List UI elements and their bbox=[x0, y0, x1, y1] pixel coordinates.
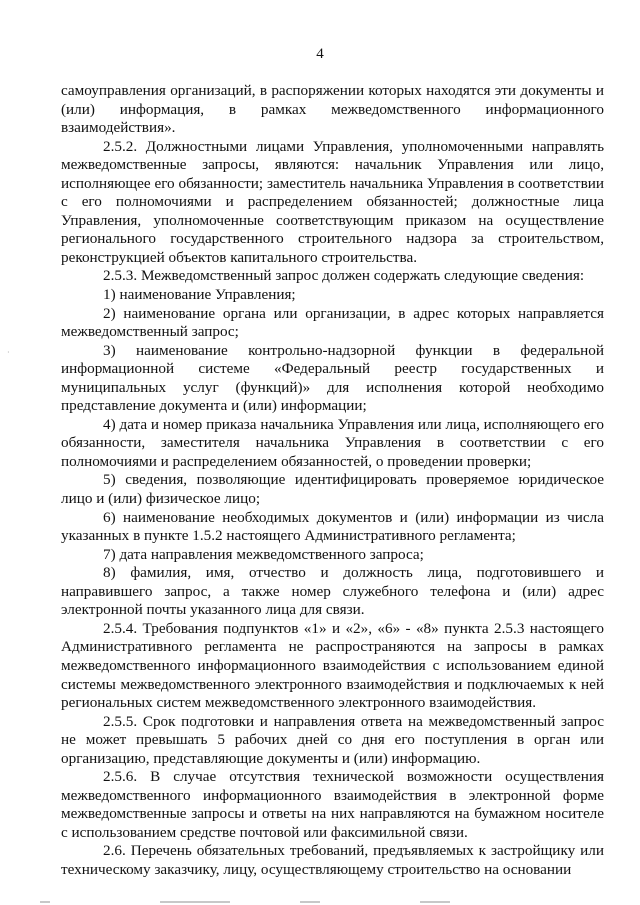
page-number: 4 bbox=[316, 46, 324, 62]
paragraph-2-5-3: 2.5.3. Межведомственный запрос должен содержать следующие сведения: bbox=[103, 267, 585, 285]
scan-margin-mark: · bbox=[7, 348, 10, 357]
paragraph-2-5-2: 2.5.2. Должностными лицами Управления, уполномоченными направлять межведомственные запросы, являются: начальник Управления или лицо, исполняющее его обязанности; заместитель начальника Управления в соответствии с его полномочиями и распределением обязанностей; должностные лица Управления, уполномоченные соответствующим приказом на осуществление регионального государственного строительного надзора за строительством, реконструкцией объектов капитального строительства. bbox=[61, 137, 604, 266]
paragraph-2-5-6: 2.5.6. В случае отсутствия технической возможности осуществления межведомственного информационного взаимодействия в электронной форме межведомственные запросы и ответы на них направляются на бумажном носителе с использованием средстве почтовой или факсимильной связи. bbox=[61, 768, 604, 841]
scan-bottom-artifacts bbox=[0, 897, 640, 903]
list-item-5: 5) сведения, позволяющие идентифицировать проверяемое юридическое лицо и (или) физическое лицо; bbox=[61, 471, 604, 508]
list-item-4: 4) дата и номер приказа начальника Управления или лица, исполняющего его обязанности, заместителя начальника Управления в соответствии с его полномочиями и распределением обязанностей, о проведении проверки; bbox=[61, 415, 604, 470]
list-item-2: 2) наименование органа или организации, в адрес которых направляется межведомственный запрос; bbox=[61, 304, 604, 341]
list-item-8: 8) фамилия, имя, отчество и должность лица, подготовившего и направившего запрос, а также номер служебного телефона и (или) адрес электронной почты указанного лица для связи. bbox=[61, 564, 604, 619]
list-item-6: 6) наименование необходимых документов и (или) информации из числа указанных в пункте 1.5.2 настоящего Административного регламента; bbox=[61, 508, 604, 545]
list-item-7: 7) дата направления межведомственного запроса; bbox=[103, 545, 424, 563]
paragraph-2-5-4: 2.5.4. Требования подпунктов «1» и «2», «6» - «8» пункта 2.5.3 настоящего Административного регламента не распространяются на запросы в рамках межведомственного информационного взаимодействия с использованием единой системы межведомственного электронного взаимодействия и подключаемых к ней региональных систем межведомственного электронного взаимодействия. bbox=[61, 619, 604, 712]
list-item-1: 1) наименование Управления; bbox=[103, 286, 296, 304]
paragraph-2-6: 2.6. Перечень обязательных требований, предъявляемых к застройщику или техническому заказчику, лицу, осуществляющему строительство на основании bbox=[61, 842, 604, 878]
paragraph-continuation: самоуправления организаций, в распоряжении которых находятся эти документы и (или) информация, в рамках межведомственного информационного взаимодействия». bbox=[61, 82, 604, 137]
document-body bbox=[61, 82, 604, 880]
paragraph-2-5-5: 2.5.5. Срок подготовки и направления ответа на межведомственный запрос не может превышать 5 рабочих дней со дня его поступления в орган или организацию, представляющие документы и (или) информацию. bbox=[61, 712, 604, 767]
list-item-3: 3) наименование контрольно-надзорной функции в федеральной информационной системе «Федеральный реестр государственных и муниципальных услуг (функций)» для исполнения которой необходимо представление документа и (или) информации; bbox=[61, 341, 604, 415]
